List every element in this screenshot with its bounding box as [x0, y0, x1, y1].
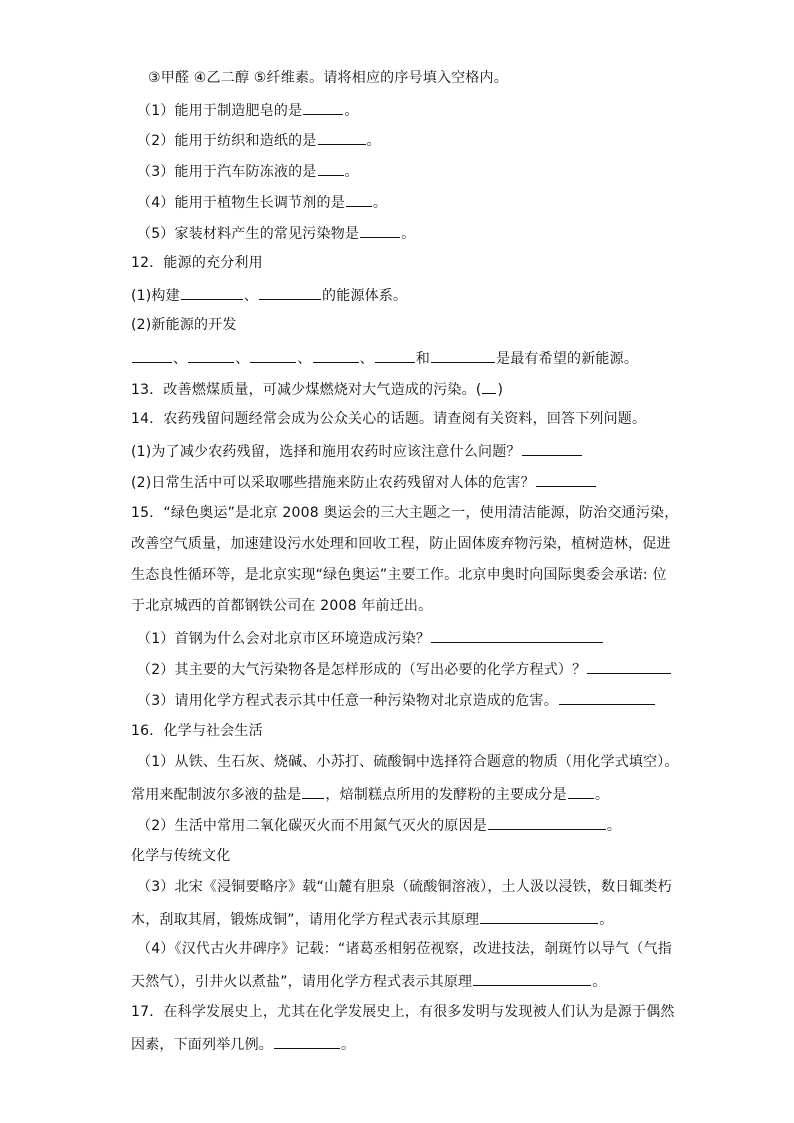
q16-sub-1-text-a: 常用来配制波尔多液的盐是 [131, 787, 302, 803]
q16-sub-3-text: 木，刮取其屑，锻炼成铜”，请用化学方程式表示其原理 [131, 912, 480, 928]
answer-blank[interactable] [473, 971, 591, 986]
q11-part-2 [137, 130, 381, 150]
answer-blank[interactable] [188, 348, 234, 363]
q17-line-2 [131, 1034, 355, 1054]
q16-title: 16．化学与社会生活 [131, 723, 263, 739]
q11-part-5-text: （5）家装材料产生的常见污染物是 [137, 226, 360, 242]
q16-sub-2-text: （2）生活中常用二氧化碳灭火而不用氮气灭火的原因是 [137, 818, 487, 834]
answer-blank[interactable] [431, 348, 495, 363]
answer-blank[interactable] [482, 379, 496, 394]
q17-text: 因素，下面列举几例。 [131, 1037, 273, 1053]
conjunction: 和 [415, 351, 431, 367]
q15-sub-3-text: （3）请用化学方程式表示其中任意一种污染物对北京造成的危害。 [137, 693, 558, 709]
q16-sub-1-line-1: （1）从铁、生石灰、烧碱、小苏打、硫酸铜中选择符合题意的物质（用化学式填空）。 [137, 754, 679, 770]
q14-sub-2 [131, 472, 597, 492]
q14-title: 14．农药残留问题经常会成为公众关心的话题。请查阅有关资料，回答下列问题。 [131, 411, 647, 427]
separator: 、 [297, 351, 312, 367]
separator: 、 [359, 351, 374, 367]
answer-blank[interactable] [132, 348, 172, 363]
answer-blank[interactable] [302, 784, 324, 799]
answer-blank[interactable] [303, 100, 343, 115]
answer-blank[interactable] [488, 815, 606, 830]
period: 。 [341, 1037, 356, 1053]
q12-sub-1-prefix: (1)构建 [131, 288, 180, 304]
answer-blank[interactable] [522, 441, 582, 456]
q12-title: 12．能源的充分利用 [131, 255, 263, 271]
q13-text: 13．改善燃煤质量，可减少煤燃烧对大气造成的污染。( [131, 382, 482, 398]
q15-line-3: 生态良性循环等，是北京实现“绿色奥运”主要工作。北京申奥时向国际奥委会承诺: 位 [131, 567, 667, 583]
q11-part-2-text: （2）能用于纺织和造纸的是 [137, 133, 317, 149]
answer-blank[interactable] [274, 1034, 340, 1049]
answer-blank[interactable] [346, 192, 372, 207]
period: 。 [372, 195, 388, 211]
answer-blank[interactable] [568, 784, 594, 799]
answer-blank[interactable] [181, 285, 243, 300]
q13-statement [131, 379, 503, 399]
q11-part-3-text: （3）能用于汽车防冻液的是 [137, 164, 317, 180]
q17-line-1: 17．在科学发展史上，尤其在化学发展史上，有很多发明与发现被人们认为是源于偶然 [131, 1004, 675, 1020]
q15-line-1: 15．“绿色奥运”是北京 2008 奥运会的三大主题之一，使用清洁能源，防治交通污染， [131, 505, 679, 521]
q11-part-4 [137, 192, 387, 212]
q15-sub-1-text: （1）首钢为什么会对北京市区环境造成污染？ [137, 631, 431, 647]
paren-close: ) [497, 382, 504, 398]
answer-blank[interactable] [259, 285, 321, 300]
q15-sub-2-text: （2）其主要的大气污染物各是怎样形成的（写出必要的化学方程式）？ [137, 662, 587, 678]
q12-sub-2-suffix: 是最有希望的新能源。 [496, 351, 639, 367]
answer-blank[interactable] [318, 130, 366, 145]
separator: 、 [243, 288, 259, 304]
period: 。 [344, 103, 359, 119]
answer-blank[interactable] [587, 659, 671, 674]
answer-blank[interactable] [313, 348, 359, 363]
q11-part-1-text: （1）能用于制造肥皂的是 [137, 103, 303, 119]
q15-sub-1 [137, 628, 604, 648]
answer-blank[interactable] [318, 161, 344, 176]
answer-blank[interactable] [250, 348, 296, 363]
q12-sub-2: (2)新能源的开发 [131, 317, 237, 333]
q14-sub-1-text: (1)为了减少农药残留，选择和施用农药时应该注意什么问题？ [131, 444, 521, 460]
separator: 、 [173, 351, 188, 367]
q11-part-4-text: （4）能用于植物生长调节剂的是 [137, 195, 345, 211]
q14-sub-2-text: (2)日常生活中可以采取哪些措施来防止农药残留对人体的危害？ [131, 475, 535, 491]
q16-sub-3-line-2 [131, 909, 613, 929]
q16-sub-1-text-b: ，焙制糕点所用的发酵粉的主要成分是 [325, 787, 567, 803]
answer-blank[interactable] [559, 690, 655, 705]
q12-sub-2-blanks [131, 348, 638, 368]
period: 。 [344, 164, 359, 180]
period: 。 [599, 912, 614, 928]
q16-sub-3-line-1: （3）北宋《浸铜要略序》载“山麓有胆泉（硫酸铜溶液），土人汲以浸铁，数日辄类朽 [137, 879, 672, 895]
q11-part-5 [137, 223, 415, 243]
q15-line-4: 于北京城西的首都钢铁公司在 2008 年前迁出。 [131, 598, 433, 614]
q16-sub-2 [137, 815, 621, 835]
answer-blank[interactable] [536, 472, 596, 487]
q16-subtitle: 化学与传统文化 [131, 848, 231, 864]
period: 。 [594, 787, 610, 803]
q15-sub-3 [137, 690, 656, 710]
answer-blank[interactable] [431, 628, 603, 643]
period: 。 [592, 974, 607, 990]
answer-blank[interactable] [480, 909, 598, 924]
q12-sub-1-suffix: 的能源体系。 [322, 288, 408, 304]
answer-blank[interactable] [360, 223, 400, 238]
q14-sub-1 [131, 441, 583, 461]
period: 。 [401, 226, 416, 242]
answer-blank[interactable] [375, 348, 415, 363]
q11-options-line: ③甲醛 ④乙二醇 ⑤纤维素。请将相应的序号填入空格内。 [148, 70, 508, 86]
period: 。 [606, 818, 622, 834]
q11-part-1 [137, 100, 359, 120]
q16-sub-4-line-1: （4）《汉代古火井碑序》记载：“诸葛丞相躬莅视察，改进技法，剞斑竹以导气（气指 [137, 941, 672, 957]
q16-sub-4-line-2 [131, 971, 606, 991]
q11-part-3 [137, 161, 359, 181]
separator: 、 [235, 351, 250, 367]
q16-sub-1-line-2 [131, 784, 609, 804]
q15-line-2: 改善空气质量，加速建设污水处理和回收工程，防止固体废弃物污染，植树造林，促进 [131, 536, 671, 552]
q16-sub-4-text: 天然气），引井火以煮盐”，请用化学方程式表示其原理 [131, 974, 473, 990]
q12-sub-1 [131, 285, 407, 305]
q15-sub-2 [137, 659, 672, 679]
period: 。 [366, 133, 381, 149]
